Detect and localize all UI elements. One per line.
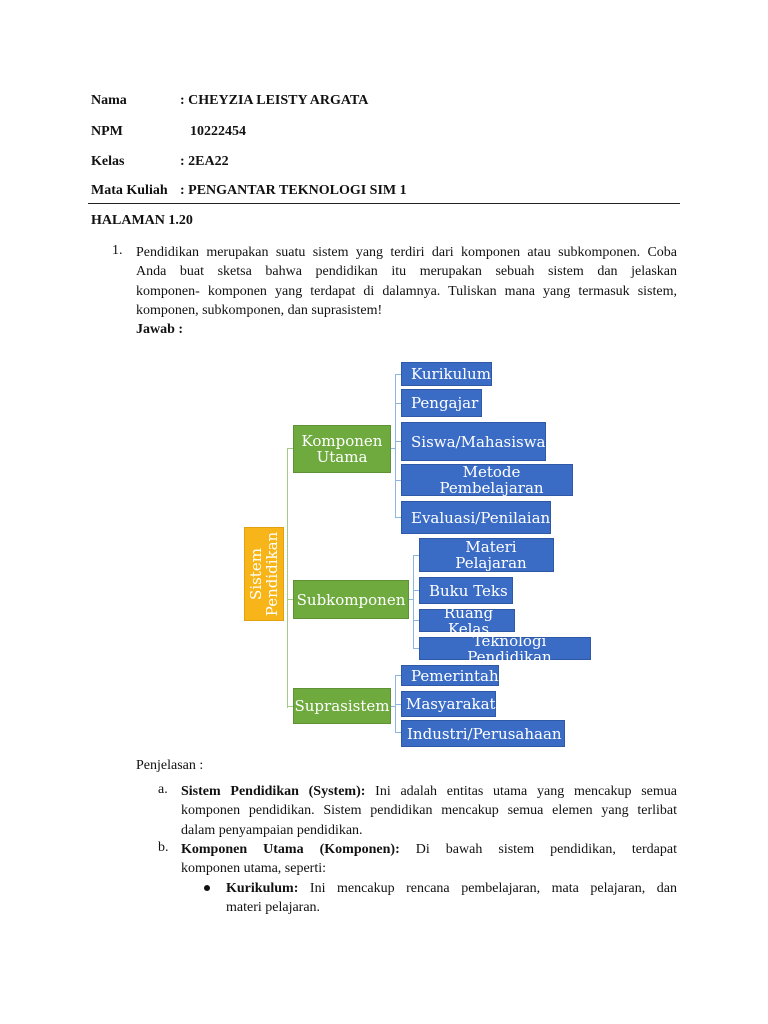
list-marker-b: b. [158,840,169,855]
item-a-line: dalam penyampaian pendidikan. [181,822,363,838]
leaf-ruang-kelas: Ruang Kelas [419,609,515,632]
leaf-metode-pembelajaran: Metode Pembelajaran [401,464,573,496]
bullet-text: Ini mencakup rencana pembelajaran, mata pelajaran, dan [298,881,677,896]
diagram-root-label: Sistem Pendidikan [247,531,282,617]
bullet-dot [204,885,210,891]
nama-label: Nama [91,93,127,108]
kelas-label: Kelas [91,154,125,169]
diagram-root [244,527,284,621]
item-a-line: komponen pendidikan. Sistem pendidikan mencakup semua elemen yang terlibat [181,803,677,819]
leaf-connector [413,555,414,648]
leaf-industri-perusahaan: Industri/Perusahaan [401,720,565,747]
branch-label: Suprasistem [294,697,390,715]
item-b-text: Di bawah sistem pendidikan, terdapat [399,842,677,857]
leaf-buku-teks: Buku Teks [419,577,513,604]
item-b-line: komponen utama, seperti: [181,861,327,877]
item-b-line [181,840,677,859]
explanation-item-a [181,782,677,840]
branch-label: Komponen [301,432,383,450]
branch-label: Utama [316,448,368,466]
leaf-pemerintah: Pemerintah [401,665,499,686]
leaf-connector [409,599,413,600]
leaf-connector [391,706,395,707]
leaf-teknologi-pendidikan: Teknologi Pendidikan [419,637,591,660]
list-marker-a: a. [158,782,168,797]
leaf-siswa-mahasiswa: Siswa/Mahasiswa [401,422,546,461]
section-title: HALAMAN 1.20 [91,213,193,228]
root-connector [287,448,288,708]
leaf-pengajar: Pengajar [401,389,482,417]
leaf-connector [391,448,395,449]
kelas-value: : 2EA22 [180,154,229,169]
explanation-title: Penjelasan : [136,758,204,773]
npm-value: 10222454 [190,124,246,139]
bullet-line: materi pelajaran. [226,900,321,916]
item-b-term: Komponen Utama (Komponen): [181,842,400,857]
leaf-evaluasi-penilaian: Evaluasi/Penilaian [401,501,551,534]
bullet-line [226,879,677,898]
answer-label: Jawab : [136,322,184,338]
mata-kuliah-label: Mata Kuliah [91,183,168,198]
item-a-text: Ini adalah entitas utama yang mencakup semua [365,784,677,799]
branch-suprasistem [293,688,391,724]
leaf-connector [395,374,396,518]
question-line: Anda buat sketsa bahwa pendidikan itu merupakan sebuah sistem dan jelaskan [136,264,677,280]
branch-label: Subkomponen [296,590,406,609]
bullet-term: Kurikulum: [226,881,299,896]
nama-value: : CHEYZIA LEISTY ARGATA [180,93,369,108]
question-text [136,243,677,339]
question-line: komponen, subkomponen, dan suprasistem! [136,302,383,318]
leaf-masyarakat: Masyarakat [401,691,496,717]
item-a-line [181,782,677,801]
mata-kuliah-value: : PENGANTAR TEKNOLOGI SIM 1 [180,183,407,198]
explanation-item-b [181,840,677,879]
leaf-materi-pelajaran: Materi Pelajaran [419,538,554,572]
item-a-term: Sistem Pendidikan (System): [181,784,366,799]
question-number: 1. [112,243,123,258]
npm-label: NPM [91,124,123,139]
branch-subkomponen [293,580,409,619]
bullet-item-kurikulum [226,879,677,918]
branch-komponen-utama [293,425,391,473]
header-divider [88,203,680,204]
question-line: Pendidikan merupakan suatu sistem yang terdiri dari komponen atau subkomponen. Coba [136,245,677,260]
leaf-kurikulum: Kurikulum [401,362,492,386]
question-line: komponen- komponen yang terdapat di dalamnya. Tuliskan mana yang termasuk sistem, [136,283,677,299]
